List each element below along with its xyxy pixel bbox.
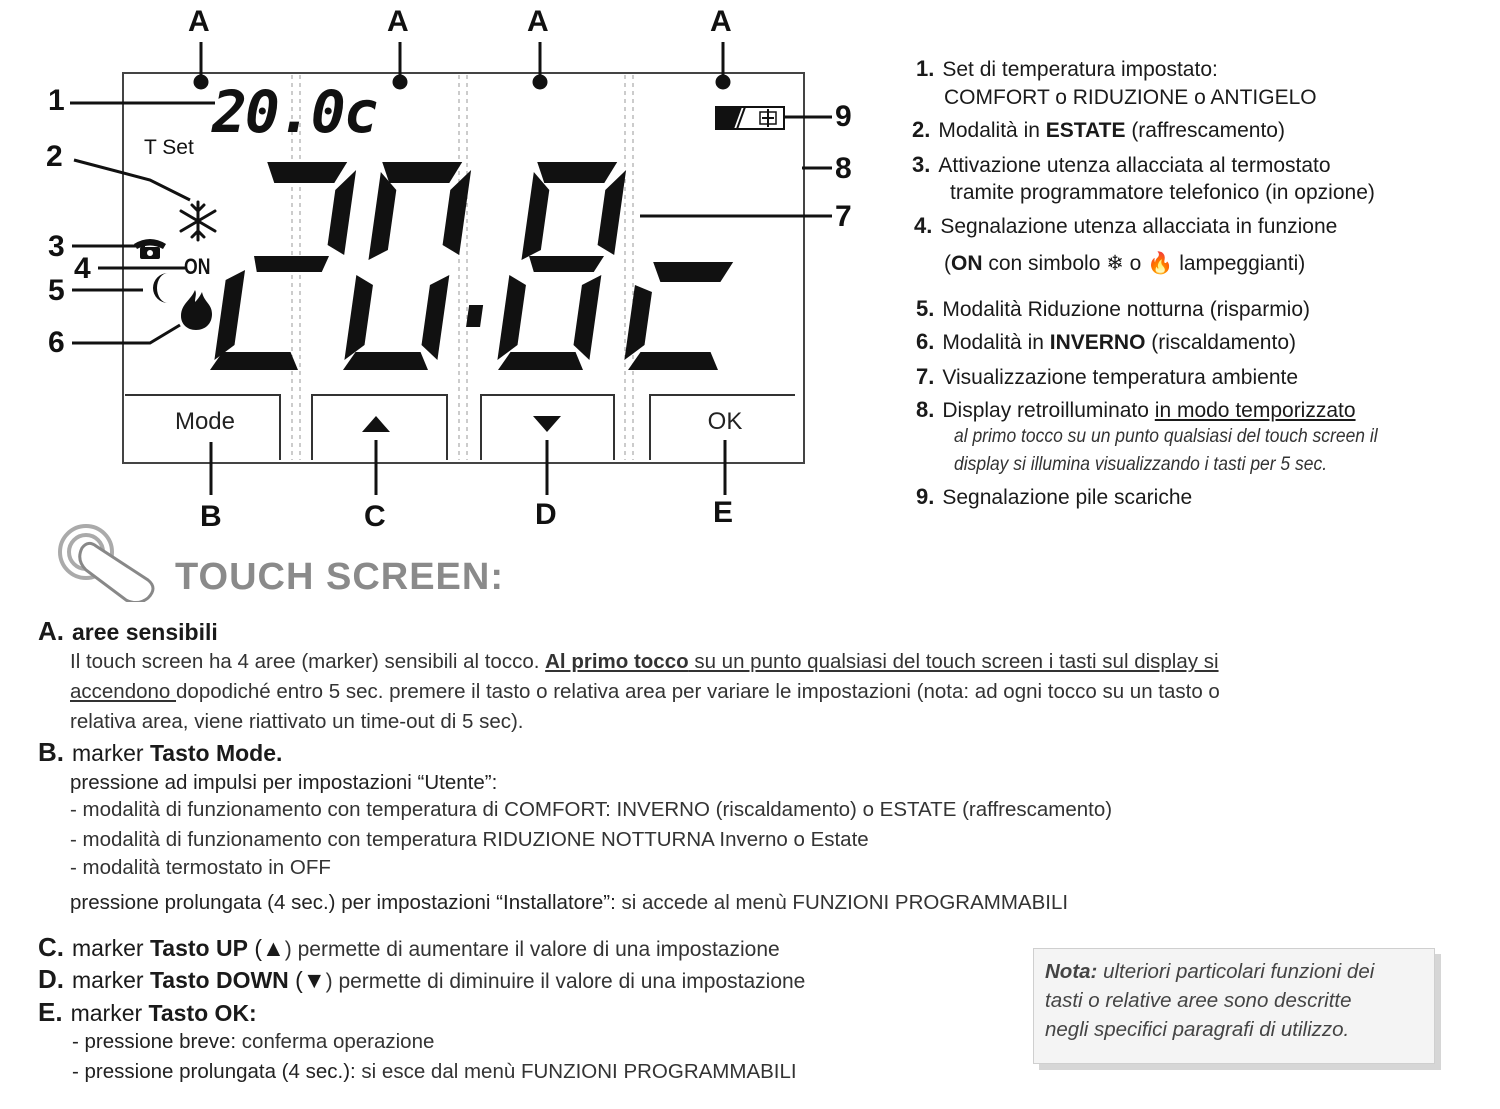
- section-b-heading: B. marker Tasto Mode.: [38, 737, 283, 767]
- mode-button[interactable]: Mode: [174, 408, 236, 435]
- legend-item-6: 6. Modalità in INVERNO (riscaldamento): [916, 329, 1296, 354]
- section-e-item2: - pressione prolungata (4 sec.): si esce dal menù FUNZIONI PROGRAMMABILI: [72, 1060, 797, 1083]
- marker-e-label: E: [713, 496, 734, 529]
- legend-item-8-detail-1: al primo tocco su un punto qualsiasi del touch screen il: [954, 426, 1378, 447]
- callout-7: 7: [835, 200, 852, 233]
- section-e-item1: - pressione breve: conferma operazione: [72, 1030, 435, 1053]
- callout-6: 6: [48, 326, 65, 359]
- section-b-item2: - modalità di funzionamento con temperatura RIDUZIONE NOTTURNA Inverno o Estate: [70, 828, 869, 851]
- section-a-line1: Il touch screen ha 4 aree (marker) sensibili al tocco. Al primo tocco su un punto qualsiasi del touch screen i tasti sul display si: [70, 650, 1219, 673]
- section-b-pulse-heading: pressione ad impulsi per impostazioni “Utente”:: [70, 771, 498, 794]
- marker-d-label: D: [535, 498, 557, 531]
- legend-item-8: 8. Display retroilluminato in modo temporizzato: [916, 397, 1356, 422]
- legend-item-3-line2: tramite programmatore telefonico (in opzione): [950, 181, 1375, 204]
- section-b-item1: - modalità di funzionamento con temperatura di COMFORT: INVERNO (riscaldamento) o ESTATE (raffrescamento): [70, 798, 1113, 821]
- legend-item-5: 5. Modalità Riduzione notturna (risparmio): [916, 296, 1311, 321]
- marker-a-label: A: [188, 5, 210, 38]
- legend-item-4: 4. Segnalazione utenza allacciata in funzione: [914, 213, 1338, 238]
- set-temperature-value: 20.0c: [212, 78, 377, 146]
- arrow-up-icon: ▲: [262, 935, 285, 961]
- t-set-label: T Set: [144, 136, 194, 159]
- snowflake-icon: ❄: [1106, 252, 1124, 275]
- callout-5: 5: [48, 274, 65, 307]
- callout-8: 8: [835, 152, 852, 185]
- marker-a-label: A: [710, 5, 732, 38]
- touch-finger-icon: [50, 522, 160, 602]
- legend-item-1-line2: COMFORT o RIDUZIONE o ANTIGELO: [944, 86, 1317, 109]
- legend-item-9: 9. Segnalazione pile scariche: [916, 484, 1193, 509]
- section-a-heading: A. aree sensibili: [38, 616, 218, 646]
- note-line1: Nota: ulteriori particolari funzioni dei: [1045, 960, 1375, 983]
- note-line3: negli specifici paragrafi di utilizzo.: [1045, 1018, 1350, 1041]
- legend-item-7: 7. Visualizzazione temperatura ambiente: [916, 364, 1299, 389]
- ok-button[interactable]: OK: [707, 408, 743, 435]
- section-c-line: C. marker Tasto UP (▲) permette di aumentare il valore di una impostazione: [38, 932, 780, 962]
- arrow-down-icon: ▼: [302, 967, 326, 993]
- marker-a-label: A: [527, 5, 549, 38]
- legend-item-2: 2. Modalità in ESTATE (raffrescamento): [912, 117, 1285, 142]
- callout-1: 1: [48, 84, 65, 117]
- section-e-heading: E. marker Tasto OK:: [38, 997, 257, 1027]
- on-indicator: ON: [184, 254, 211, 279]
- battery-low-icon: [716, 107, 784, 129]
- legend-item-1: 1. Set di temperatura impostato:: [916, 56, 1218, 81]
- touch-screen-title: TOUCH SCREEN:: [175, 556, 504, 598]
- note-line2: tasti o relative aree sono descritte: [1045, 989, 1352, 1012]
- callout-9: 9: [835, 100, 852, 133]
- flame-icon: 🔥: [1147, 252, 1174, 275]
- section-a-line2: accendono dopodiché entro 5 sec. premere il tasto o relativa area per variare le impostazioni (nota: ad ogni tocco su un tasto o: [70, 680, 1220, 703]
- section-a-line3: relativa area, viene riattivato un time-out di 5 sec).: [70, 710, 524, 733]
- callout-4: 4: [74, 252, 91, 285]
- thermostat-display-diagram: [0, 0, 900, 540]
- marker-a-label: A: [387, 5, 409, 38]
- callout-2: 2: [46, 140, 63, 173]
- section-d-line: D. marker Tasto DOWN (▼) permette di diminuire il valore di una impostazione: [38, 964, 806, 994]
- marker-c-label: C: [364, 500, 386, 533]
- legend-item-8-detail-2: display si illumina visualizzando i tasti per 5 sec.: [954, 454, 1328, 475]
- callout-3: 3: [48, 230, 65, 263]
- section-b-long-press: pressione prolungata (4 sec.) per impostazioni “Installatore”: si accede al menù FUNZIONI PROGRAMMABILI: [70, 891, 1069, 914]
- legend-item-4-detail: (ON con simbolo ❄ o 🔥 lampeggianti): [944, 252, 1306, 275]
- legend-item-3: 3. Attivazione utenza allacciata al termostato: [912, 152, 1331, 177]
- section-b-item3: - modalità termostato in OFF: [70, 856, 331, 879]
- marker-b-label: B: [200, 500, 222, 533]
